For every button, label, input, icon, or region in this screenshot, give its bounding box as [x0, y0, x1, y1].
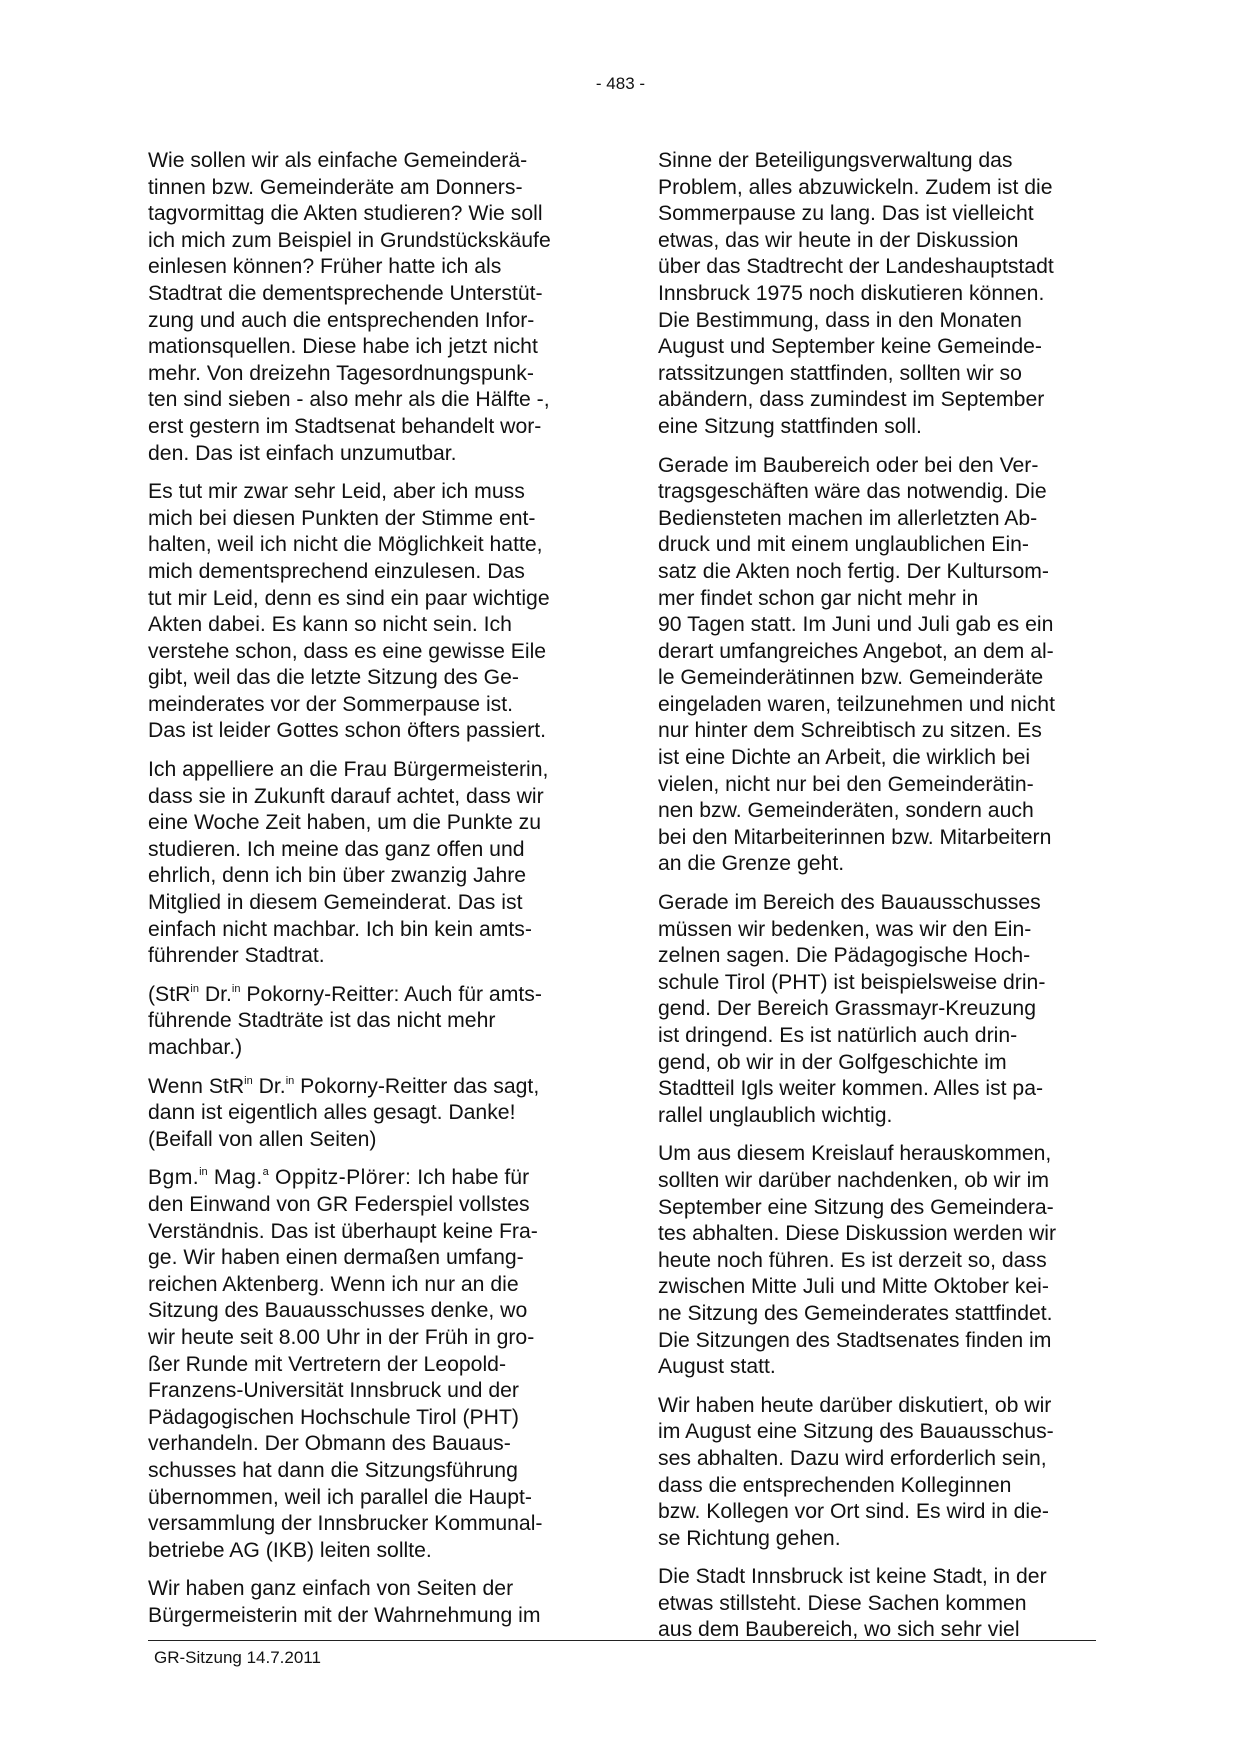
- paragraph: Wir haben heute darüber diskutiert, ob wir im August eine Sitzung des Bauausschus- ses abhalten. Dazu wird erforderlich sein, dass die entsprechenden Kolleginnen bzw. Kollegen vor Ort sind. Es wird in die- se Richtung gehen.: [658, 1393, 1054, 1550]
- speaker-title: Mag.: [207, 1166, 263, 1190]
- paragraph: Gerade im Baubereich oder bei den Ver- tragsgeschäften wäre das notwendig. Die Bediensteten machen im allerletzten Ab- druck und mit einem unglaublichen Ein- satz die Akten noch fertig. Der Kultursom- mer findet schon gar nicht mehr in 90 Tagen statt. Im Juni und Juli gab es ein derart umfangreiches Angebot, an dem al- le Gemeinderätinnen bzw. Gemeinderäte eingeladen waren, teilzunehmen und nicht nur hinter dem Schreibtisch zu sitzen. Es ist eine Dichte an Arbeit, die wirklich bei vielen, nicht nur bei den Gemeinderätin- nen bzw. Gemeinderäten, sondern auch bei den Mitarbeiterinnen bzw. Mitarbeitern an die Grenze geht.: [658, 453, 1055, 876]
- speaker-prefix: Bgm.: [148, 1166, 200, 1190]
- paragraph: Sinne der Beteiligungsverwaltung das Problem, alles abzuwickeln. Zudem ist die Sommerpause zu lang. Das ist vielleicht etwas, das wir heute in der Diskussion über das Stadtrecht der Landeshauptstadt Innsbruck 1975 noch diskutieren können. Die Bestimmung, dass in den Monaten August und September keine Gemeinde- ratssitzungen stattfinden, sollten wir so abändern, dass zumindest im September eine Sitzung stattfinden soll.: [658, 149, 1054, 438]
- paragraph-text: Pokorny-Reitter: Auch für amts- führende Stadträte ist das nicht mehr machbar.): [148, 982, 542, 1059]
- paragraph: Wir haben ganz einfach von Seiten der Bürgermeisterin mit der Wahrnehmung im: [148, 1577, 541, 1627]
- footer-divider: [148, 1640, 1096, 1641]
- speaker-title: Dr.: [198, 982, 232, 1006]
- speaker-name: Oppitz-Plörer:: [268, 1166, 412, 1190]
- paragraph: Die Stadt Innsbruck ist keine Stadt, in der etwas stillsteht. Diese Sachen kommen aus dem Baubereich, wo sich sehr viel: [658, 1565, 1047, 1642]
- left-column: [148, 148, 582, 1641]
- paragraph-text: Ich habe für den Einwand von GR Federspiel vollstes Verständnis. Das ist überhaupt keine Fra- ge. Wir haben einen dermaßen umfang- reichen Aktenberg. Wenn ich nur an die Sitzung des Bauausschusses denke, wo wir heute seit 8.00 Uhr in der Früh in gro- ßer Runde mit Vertretern der Leopold- Franzens-Universität Innsbruck und der Pädagogischen Hochschule Tirol (PHT) verhandeln. Der Obmann des Bauaus- schusses hat dann die Sitzungsführung übernommen, weil ich parallel die Haupt- versammlung der Innsbrucker Kommunal- betriebe AG (IKB) leiten sollte.: [148, 1166, 543, 1562]
- paragraph-prefix: Wenn StR: [148, 1074, 245, 1098]
- paragraph-text: Pokorny-Reitter das sagt, dann ist eigentlich alles gesagt. Danke! (Beifall von allen Seiten): [148, 1074, 540, 1151]
- paragraph: Wie sollen wir als einfache Gemeinderä- tinnen bzw. Gemeinderäte am Donners- tagvormittag die Akten studieren? Wie soll ich mich zum Beispiel in Grundstückskäufe einlesen können? Früher hatte ich als Stadtrat die dementsprechende Unterstüt- zung und auch die entsprechenden Infor- mationsquellen. Diese habe ich jetzt nicht mehr. Von dreizehn Tagesordnungspunk- ten sind sieben - also mehr als die Hälfte -, erst gestern im Stadtsenat behandelt wor- den. Das ist einfach unzumutbar.: [148, 149, 551, 465]
- footer-session-date: GR-Sitzung 14.7.2011: [154, 1648, 321, 1667]
- paragraph: Gerade im Bereich des Bauausschusses müssen wir bedenken, was wir den Ein- zelnen sagen. Die Pädagogische Hoch- schule Tirol (PHT) ist beispielsweise drin- gend. Der Bereich Grassmayr-Kreuzung ist dringend. Es ist natürlich auch drin- gend, ob wir in der Golfgeschichte im Stadtteil Igls weiter kommen. Alles ist pa- rallel unglaublich wichtig.: [658, 891, 1046, 1127]
- page-number: - 483 -: [595, 74, 646, 93]
- superscript: in: [231, 982, 241, 995]
- speaker-title: Dr.: [252, 1074, 286, 1098]
- superscript: in: [190, 982, 199, 995]
- paragraph: Es tut mir zwar sehr Leid, aber ich muss mich bei diesen Punkten der Stimme ent- halten, weil ich nicht die Möglichkeit hatte, mich dementsprechend einzulesen. Das tut mir Leid, denn es sind ein paar wichtige Akten dabei. Es kann so nicht sein. Ich verstehe schon, dass es eine gewisse Eile gibt, weil das die letzte Sitzung des Ge- meinderates vor der Sommerpause ist. Das ist leider Gottes schon öfters passiert.: [148, 480, 550, 743]
- superscript: in: [285, 1074, 295, 1087]
- paragraph: Ich appelliere an die Frau Bürgermeisterin, dass sie in Zukunft darauf achtet, dass wir eine Woche Zeit haben, um die Punkte zu studieren. Ich meine das ganz offen und ehrlich, denn ich bin über zwanzig Jahre Mitglied in diesem Gemeinderat. Das ist einfach nicht machbar. Ich bin kein amts- führender Stadtrat.: [148, 758, 549, 968]
- speaker-prefix: (StR: [148, 982, 191, 1006]
- right-column: [658, 148, 1092, 1656]
- speaker-paragraph: [148, 1165, 582, 1564]
- superscript: in: [199, 1166, 208, 1179]
- superscript: in: [244, 1074, 253, 1087]
- interjection-paragraph: [148, 982, 582, 1062]
- paragraph: Um aus diesem Kreislauf herauskommen, sollten wir darüber nachdenken, ob wir im September eine Sitzung des Gemeindera- tes abhalten. Diese Diskussion werden wir heute noch führen. Es ist derzeit so, dass zwischen Mitte Juli und Mitte Oktober kei- ne Sitzung des Gemeinderates stattfindet. Die Sitzungen des Stadtsenates finden im August statt.: [658, 1142, 1057, 1379]
- superscript: a: [262, 1166, 269, 1179]
- paragraph: [148, 1074, 582, 1154]
